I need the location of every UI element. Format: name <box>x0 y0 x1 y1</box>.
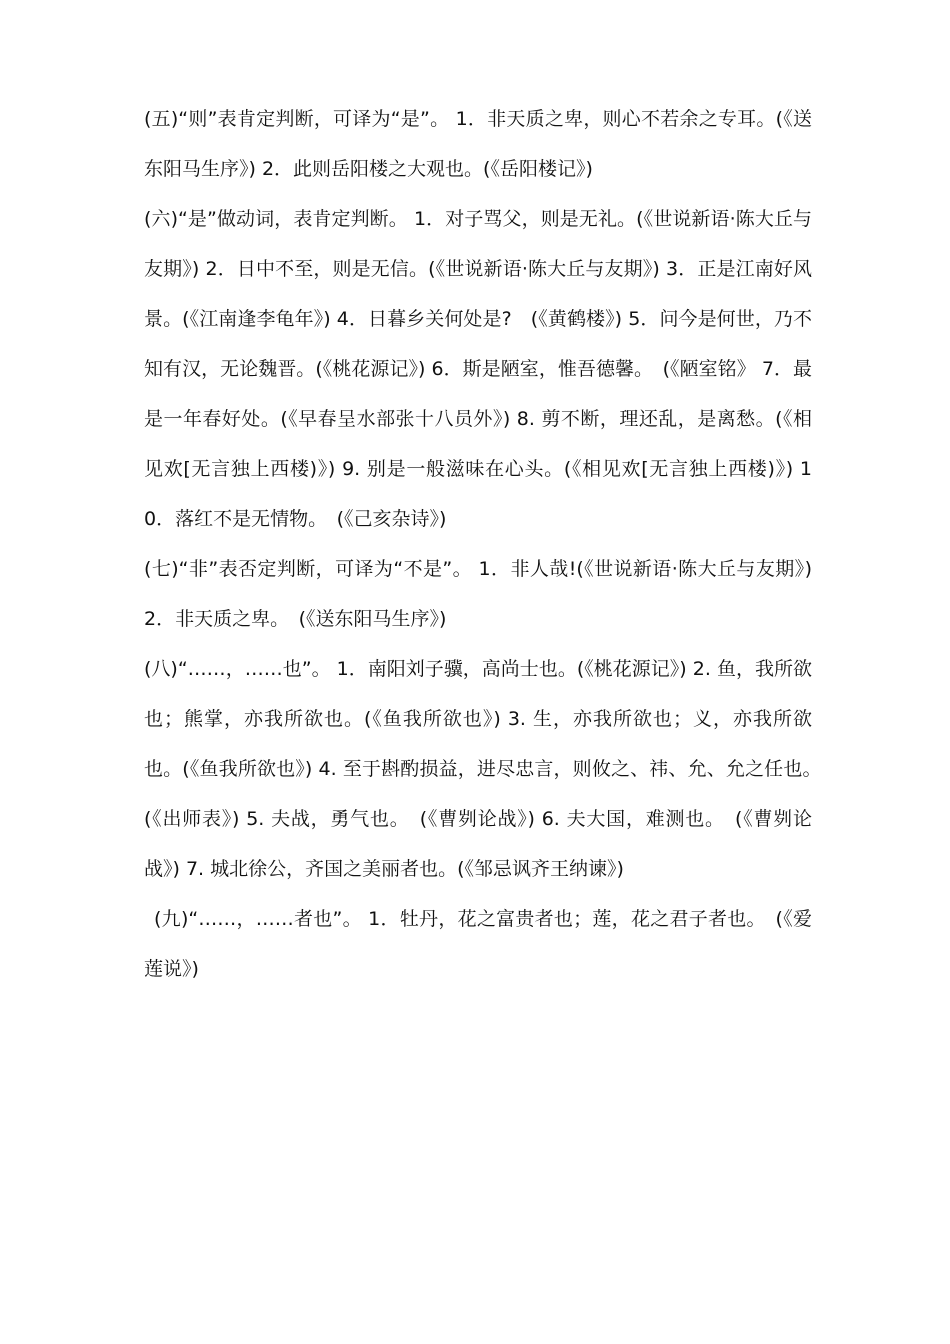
paragraph-eight: (八)“……，……也”。 1．南阳刘子骥，高尚士也。(《桃花源记》) 2. 鱼，我所欲也；熊掌，亦我所欲也。(《鱼我所欲也》) 3. 生，亦我所欲也；义，亦我所欲也。(《鱼我所欲也》) 4. 至于斟酌损益，进尽忠言，则攸之、祎、允、允之任也。 (《出师表》) 5. 夫战，勇气也。 (《曹刿论战》) 6. 夫大国，难测也。 (《曹刿论战》) 7. 城北徐公，齐国之美丽者也。(《邹忌讽齐王纳谏》) <box>144 658 832 880</box>
paragraph-six: (六)“是”做动词，表肯定判断。 1．对子骂父，则是无礼。(《世说新语·陈大丘与友期》) 2．日中不至，则是无信。(《世说新语·陈大丘与友期》) 3．正是江南好风景。(《江南逢李龟年》) 4．日暮乡关何处是? (《黄鹤楼》) 5．问今是何世，乃不知有汉，无论魏晋。(《桃花源记》) 6．斯是陋室，惟吾德馨。 (《陋室铭》 7．最是一年春好处。(《早春呈水部张十八员外》) 8. 剪不断，理还乱，是离愁。(《相见欢[无言独上西楼)》) 9. 别是一般滋味在心头。(《相见欢[无言独上西楼)》) 10．落红不是无情物。 (《己亥杂诗》) <box>144 208 812 530</box>
paragraph-nine: (九)“……，……者也”。 1．牡丹，花之富贵者也；莲，花之君子者也。 (《爱莲说》) <box>144 908 812 980</box>
paragraph-five: (五)“则”表肯定判断，可译为“是”。 1．非天质之卑，则心不若余之专耳。(《送东阳马生序》) 2．此则岳阳楼之大观也。(《岳阳楼记》) <box>144 108 812 180</box>
paragraph-seven: (七)“非”表否定判断，可译为“不是”。 1．非人哉!(《世说新语·陈大丘与友期》) 2．非天质之卑。 (《送东阳马生序》) <box>144 558 812 630</box>
document-body <box>144 94 832 994</box>
